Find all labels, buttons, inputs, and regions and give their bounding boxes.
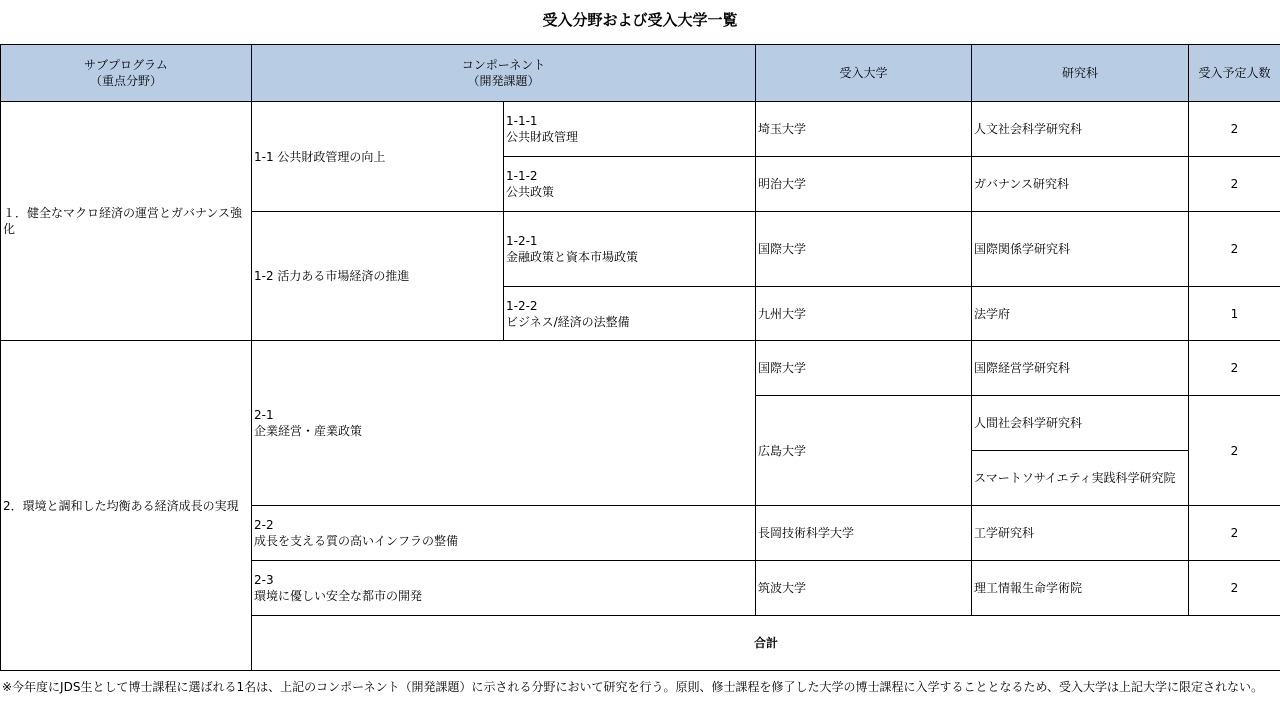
table-row — [1, 102, 1280, 157]
page-title: 受入分野および受入大学一覧 — [542, 11, 738, 29]
quota-cell: 2 — [1189, 341, 1280, 396]
component-cell: 1-1 公共財政管理の向上 — [252, 102, 504, 212]
subcomponent-cell: 1-2-1 金融政策と資本市場政策 — [504, 212, 756, 287]
university-cell: 長岡技術科学大学 — [756, 506, 972, 561]
footnote: ※今年度にJDS生として博士課程に選ばれる1名は、上記のコンポーネント（開発課題）に示される分野において研究を行う。原則、修士課程を修了した大学の博士課程に入学することとなるため、受入大学は上記大学に限定されない。 — [2, 680, 1264, 694]
quota-cell: 2 — [1189, 561, 1280, 616]
university-cell: 筑波大学 — [756, 561, 972, 616]
university-cell: 広島大学 — [756, 396, 972, 506]
total-label: 合計 — [252, 616, 1280, 671]
university-cell: 国際大学 — [756, 212, 972, 287]
component-cell: 2-3 環境に優しい安全な都市の開発 — [252, 561, 756, 616]
graduate-school-cell: ガバナンス研究科 — [972, 157, 1189, 212]
graduate-school-cell: 理工情報生命学術院 — [972, 561, 1189, 616]
quota-cell: 2 — [1189, 102, 1280, 157]
header-graduate-school: 研究科 — [972, 45, 1189, 102]
quota-cell: 2 — [1189, 157, 1280, 212]
quota-cell: 2 — [1189, 506, 1280, 561]
component-cell: 2-1 企業経営・産業政策 — [252, 341, 756, 506]
graduate-school-cell: 工学研究科 — [972, 506, 1189, 561]
graduate-school-cell: 人間社会科学研究科 — [972, 396, 1189, 451]
subprogram-cell: １．健全なマクロ経済の運営とガバナンス強化 — [1, 102, 252, 341]
quota-cell: 2 — [1189, 212, 1280, 287]
subprogram-cell: 2．環境と調和した均衡ある経済成長の実現 — [1, 341, 252, 671]
subcomponent-cell: 1-2-2 ビジネス/経済の法整備 — [504, 287, 756, 341]
graduate-school-cell: スマートソサイエティ実践科学研究院 — [972, 451, 1189, 506]
component-cell: 2-2 成長を支える質の高いインフラの整備 — [252, 506, 756, 561]
header-subprogram: サブプログラム （重点分野） — [1, 45, 252, 102]
graduate-school-cell: 国際経営学研究科 — [972, 341, 1189, 396]
header-quota: 受入予定人数 — [1189, 45, 1280, 102]
graduate-school-cell: 法学府 — [972, 287, 1189, 341]
university-cell: 埼玉大学 — [756, 102, 972, 157]
subcomponent-cell: 1-1-1 公共財政管理 — [504, 102, 756, 157]
component-cell: 1-2 活力ある市場経済の推進 — [252, 212, 504, 341]
table-row — [1, 341, 1280, 396]
graduate-school-cell: 人文社会科学研究科 — [972, 102, 1189, 157]
quota-cell: 1 — [1189, 287, 1280, 341]
graduate-school-cell: 国際関係学研究科 — [972, 212, 1189, 287]
header-row — [1, 45, 1280, 102]
quota-cell: 2 — [1189, 396, 1280, 506]
university-cell: 明治大学 — [756, 157, 972, 212]
university-cell: 九州大学 — [756, 287, 972, 341]
header-university: 受入大学 — [756, 45, 972, 102]
university-cell: 国際大学 — [756, 341, 972, 396]
acceptance-table — [0, 44, 1280, 671]
subcomponent-cell: 1-1-2 公共政策 — [504, 157, 756, 212]
header-component: コンポーネント （開発課題） — [252, 45, 756, 102]
